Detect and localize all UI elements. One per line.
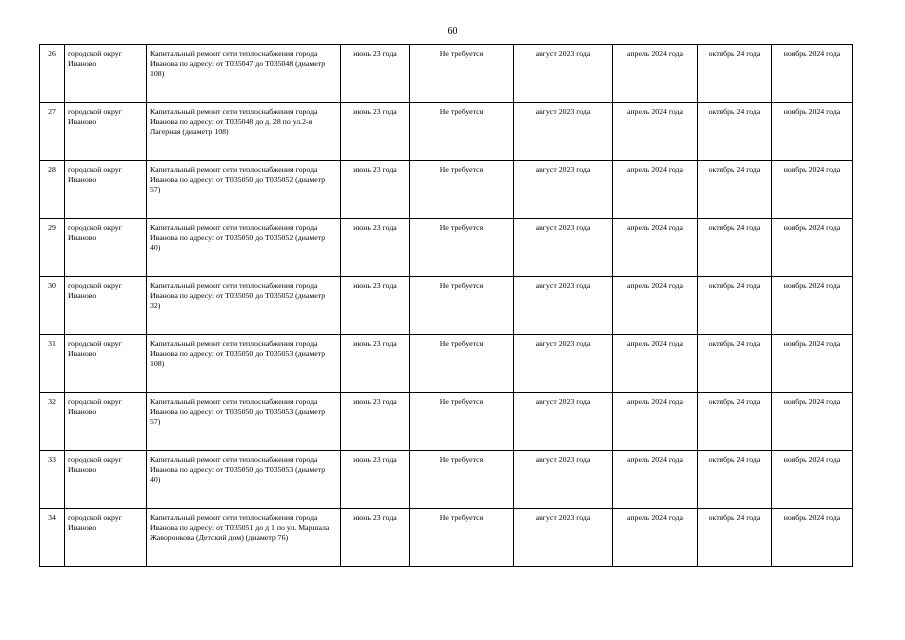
- municipality-cell: городской округ Иваново: [65, 393, 147, 451]
- table-row: [40, 509, 853, 567]
- contract-date-cell: август 2023 года: [514, 103, 613, 161]
- commission-date-cell: ноябрь 2024 года: [772, 335, 853, 393]
- table-row: [40, 451, 853, 509]
- design-date-cell: июнь 23 года: [341, 103, 410, 161]
- commission-date-cell: ноябрь 2024 года: [772, 509, 853, 567]
- end-date-cell: октябрь 24 года: [698, 335, 772, 393]
- commission-date-cell: ноябрь 2024 года: [772, 393, 853, 451]
- work-description-cell: Капитальный ремонт сети теплоснабжения города Иванова по адресу: от Т035048 до д. 28 по ул.2-я Лагерная (диаметр 108): [147, 103, 341, 161]
- municipality-cell: городской округ Иваново: [65, 103, 147, 161]
- row-number: 34: [40, 509, 65, 567]
- commission-date-cell: ноябрь 2024 года: [772, 277, 853, 335]
- municipality-cell: городской округ Иваново: [65, 509, 147, 567]
- design-date-cell: июнь 23 года: [341, 509, 410, 567]
- table-row: [40, 103, 853, 161]
- municipality-cell: городской округ Иваново: [65, 277, 147, 335]
- table-row: [40, 277, 853, 335]
- design-date-cell: июнь 23 года: [341, 219, 410, 277]
- expertise-cell: Не требуется: [410, 509, 514, 567]
- start-date-cell: апрель 2024 года: [613, 45, 698, 103]
- design-date-cell: июнь 23 года: [341, 161, 410, 219]
- table-row: [40, 45, 853, 103]
- table-row: [40, 161, 853, 219]
- contract-date-cell: август 2023 года: [514, 509, 613, 567]
- end-date-cell: октябрь 24 года: [698, 103, 772, 161]
- table-row: [40, 393, 853, 451]
- start-date-cell: апрель 2024 года: [613, 277, 698, 335]
- contract-date-cell: август 2023 года: [514, 277, 613, 335]
- end-date-cell: октябрь 24 года: [698, 277, 772, 335]
- contract-date-cell: август 2023 года: [514, 219, 613, 277]
- row-number: 26: [40, 45, 65, 103]
- work-description-cell: Капитальный ремонт сети теплоснабжения города Иванова по адресу: от Т035050 до Т035053 (диаметр 40): [147, 451, 341, 509]
- commission-date-cell: ноябрь 2024 года: [772, 161, 853, 219]
- contract-date-cell: август 2023 года: [514, 45, 613, 103]
- design-date-cell: июнь 23 года: [341, 277, 410, 335]
- row-number: 29: [40, 219, 65, 277]
- work-description-cell: Капитальный ремонт сети теплоснабжения города Иванова по адресу: от Т035051 до д 1 по ул. Маршала Жаворонкова (Детский дом) (диаметр 76): [147, 509, 341, 567]
- table-row: [40, 335, 853, 393]
- municipality-cell: городской округ Иваново: [65, 451, 147, 509]
- end-date-cell: октябрь 24 года: [698, 451, 772, 509]
- expertise-cell: Не требуется: [410, 45, 514, 103]
- start-date-cell: апрель 2024 года: [613, 509, 698, 567]
- commission-date-cell: ноябрь 2024 года: [772, 45, 853, 103]
- commission-date-cell: ноябрь 2024 года: [772, 219, 853, 277]
- municipality-cell: городской округ Иваново: [65, 335, 147, 393]
- commission-date-cell: ноябрь 2024 года: [772, 451, 853, 509]
- expertise-cell: Не требуется: [410, 335, 514, 393]
- start-date-cell: апрель 2024 года: [613, 219, 698, 277]
- row-number: 30: [40, 277, 65, 335]
- contract-date-cell: август 2023 года: [514, 161, 613, 219]
- start-date-cell: апрель 2024 года: [613, 451, 698, 509]
- expertise-cell: Не требуется: [410, 219, 514, 277]
- municipality-cell: городской округ Иваново: [65, 161, 147, 219]
- work-description-cell: Капитальный ремонт сети теплоснабжения города Иванова по адресу: от Т035050 до Т035052 (диаметр 32): [147, 277, 341, 335]
- end-date-cell: октябрь 24 года: [698, 219, 772, 277]
- start-date-cell: апрель 2024 года: [613, 161, 698, 219]
- start-date-cell: апрель 2024 года: [613, 335, 698, 393]
- expertise-cell: Не требуется: [410, 103, 514, 161]
- municipality-cell: городской округ Иваново: [65, 219, 147, 277]
- design-date-cell: июнь 23 года: [341, 451, 410, 509]
- page-number: 60: [447, 26, 458, 37]
- end-date-cell: октябрь 24 года: [698, 45, 772, 103]
- expertise-cell: Не требуется: [410, 277, 514, 335]
- work-description-cell: Капитальный ремонт сети теплоснабжения города Иванова по адресу: от Т035050 до Т035052 (диаметр 57): [147, 161, 341, 219]
- expertise-cell: Не требуется: [410, 161, 514, 219]
- end-date-cell: октябрь 24 года: [698, 161, 772, 219]
- row-number: 31: [40, 335, 65, 393]
- table-row: [40, 219, 853, 277]
- work-description-cell: Капитальный ремонт сети теплоснабжения города Иванова по адресу: от Т035050 до Т035053 (диаметр 57): [147, 393, 341, 451]
- contract-date-cell: август 2023 года: [514, 451, 613, 509]
- municipality-cell: городской округ Иваново: [65, 45, 147, 103]
- work-description-cell: Капитальный ремонт сети теплоснабжения города Иванова по адресу: от Т035050 до Т035053 (диаметр 108): [147, 335, 341, 393]
- table-body: [40, 45, 853, 567]
- contract-date-cell: август 2023 года: [514, 335, 613, 393]
- row-number: 27: [40, 103, 65, 161]
- design-date-cell: июнь 23 года: [341, 335, 410, 393]
- work-description-cell: Капитальный ремонт сети теплоснабжения города Иванова по адресу: от Т035047 до Т035048 (диаметр 108): [147, 45, 341, 103]
- end-date-cell: октябрь 24 года: [698, 393, 772, 451]
- expertise-cell: Не требуется: [410, 451, 514, 509]
- works-table: [39, 44, 853, 567]
- end-date-cell: октябрь 24 года: [698, 509, 772, 567]
- contract-date-cell: август 2023 года: [514, 393, 613, 451]
- commission-date-cell: ноябрь 2024 года: [772, 103, 853, 161]
- start-date-cell: апрель 2024 года: [613, 103, 698, 161]
- start-date-cell: апрель 2024 года: [613, 393, 698, 451]
- expertise-cell: Не требуется: [410, 393, 514, 451]
- row-number: 33: [40, 451, 65, 509]
- work-description-cell: Капитальный ремонт сети теплоснабжения города Иванова по адресу: от Т035050 до Т035052 (диаметр 40): [147, 219, 341, 277]
- design-date-cell: июнь 23 года: [341, 393, 410, 451]
- row-number: 28: [40, 161, 65, 219]
- row-number: 32: [40, 393, 65, 451]
- design-date-cell: июнь 23 года: [341, 45, 410, 103]
